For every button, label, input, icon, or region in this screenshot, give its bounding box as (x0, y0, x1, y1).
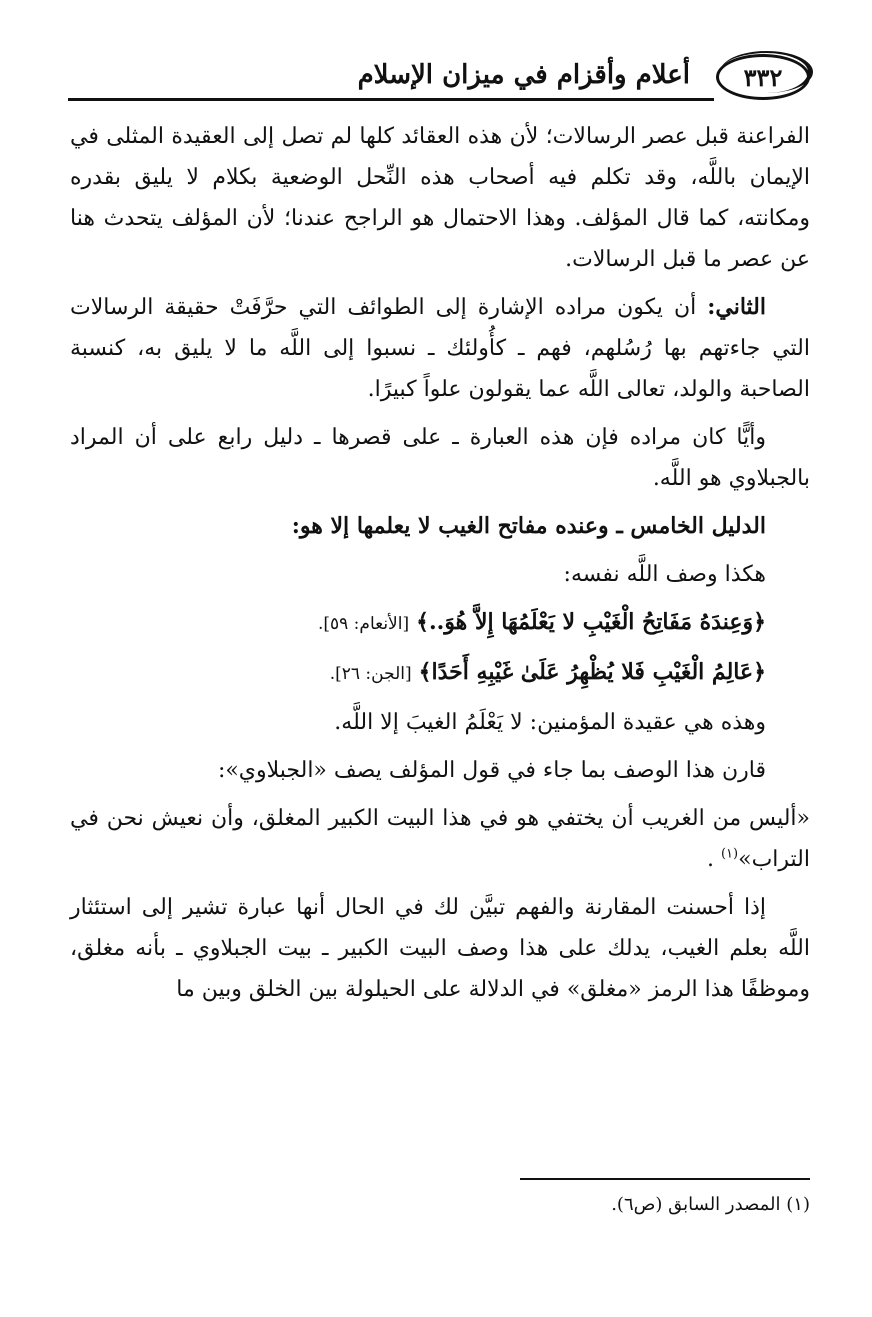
paragraph-2-label: الثاني: (707, 294, 766, 320)
verse-2-reference: [الجن: ٢٦]. (329, 664, 412, 684)
verse-1-reference: [الأنعام: ٥٩]. (317, 614, 410, 634)
header-rule (68, 98, 714, 101)
paragraph-6: قارن هذا الوصف بما جاء في قول المؤلف يصف «الجبلاوي»: (217, 758, 766, 783)
paragraph-5: وهذه هي عقيدة المؤمنين: لا يَعْلَمُ الغيبَ إلا اللَّه. (334, 710, 766, 735)
page-number-text: ٣٣٢ (743, 62, 783, 92)
footnote: (١) المصدر السابق (ص٦). (611, 1194, 810, 1215)
page-number (716, 54, 810, 100)
paragraph-7-quote (70, 798, 810, 880)
paragraph-4: هكذا وصف اللَّه نفسه: (563, 562, 766, 587)
footnote-rule (520, 1178, 810, 1180)
footnote-marker[interactable]: (١) (720, 846, 739, 862)
page-header (68, 44, 810, 108)
verse-1-text: ﴿وَعِندَهُ مَفَاتِحُ الْغَيْبِ لا يَعْلَمُهَا إِلاَّ هُوَ..﴾ (416, 609, 766, 635)
page-body (70, 116, 810, 1017)
verse-2-text: ﴿عَالِمُ الْغَيْبِ فَلا يُظْهِرُ عَلَىٰ غَيْبِهِ أَحَدًا﴾ (418, 659, 766, 685)
book-title: أعلام وأقزام في ميزان الإسلام (357, 60, 690, 90)
paragraph-8: إذا أحسنت المقارنة والفهم تبيَّن لك في الحال أنها عبارة تشير إلى استئثار اللَّه بعلم الغيب، يدلك على هذا وصف البيت الكبير ـ بيت الجبلاوي ـ بأنه مغلق، وموظفًا هذا الرمز «مغلق» في الدلالة على الحيلولة بين الخلق وبين ما (70, 895, 810, 1002)
quran-verse-1 (70, 602, 810, 645)
section-heading: الدليل الخامس ـ وعنده مفاتح الغيب لا يعلمها إلا هو: (291, 513, 766, 539)
paragraph-1: الفراعنة قبل عصر الرسالات؛ لأن هذه العقائد كلها لم تصل إلى العقيدة المثلى في الإيمان باللَّه، وقد تكلم فيه أصحاب هذه النِّحل الوضعية بكلام لا يليق بقدره ومكانته، كما قال المؤلف. وهذا الاحتمال هو الراجح عندنا؛ لأن المؤلف يتحدث هنا عن عصر ما قبل الرسالات. (70, 124, 810, 272)
paragraph-2-text: أن يكون مراده الإشارة إلى الطوائف التي حرَّفَتْ حقيقة الرسالات التي جاءتهم بها رُسُلهم، فهم ـ كأُولئك ـ نسبوا إلى اللَّه ما لا يليق به، كنسبة الصاحبة والولد، تعالى اللَّه عما يقولون علواً كبيرًا. (70, 295, 810, 402)
paragraph-3: وأيًّا كان مراده فإن هذه العبارة ـ على قصرها ـ دليل رابع على أن المراد بالجبلاوي هو اللَّه. (70, 425, 810, 491)
quote-text: «أليس من الغريب أن يختفي هو في هذا البيت الكبير المغلق، وأن نعيش نحن في التراب» (70, 806, 810, 872)
quran-verse-2 (70, 652, 810, 695)
quote-end: . (706, 847, 721, 872)
paragraph-2 (70, 287, 810, 410)
